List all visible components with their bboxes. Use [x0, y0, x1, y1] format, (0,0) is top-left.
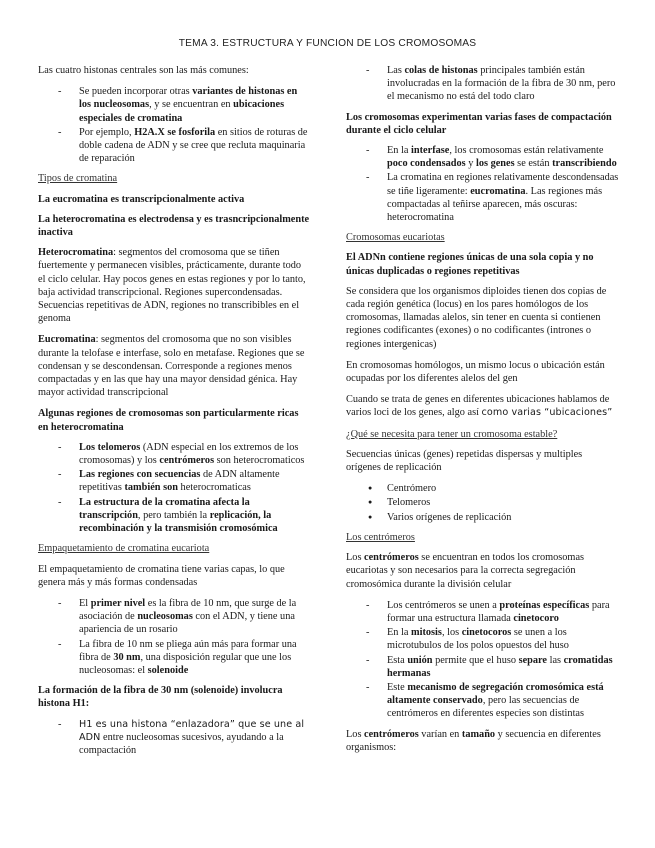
list-regiones [38, 441, 311, 535]
heading-fases: Los cromosomas experimentan varias fases de compactación durante el ciclo celular [346, 111, 612, 136]
heading-adnn: El ADNn contiene regiones únicas de una sola copia y no únicas duplicadas o regiones repetitivas [346, 252, 594, 277]
heading-eucromatina: La eucromatina es transcripcionalmente activa [38, 193, 245, 205]
paragraph-eucromatina: Eucromatina: segmentos del cromosoma que no son visibles durante la telofase e interfase, solo en metafase. Regiones que se condensan y se descondensan. Corresponde a regiones menos compactadas y en las que hay una mayor densidad génica. Hay mayor actividad transcripcional [38, 334, 305, 399]
heading-regiones: Algunas regiones de cromosomas son particularmente ricas en heterocromatina [38, 408, 299, 433]
left-column [38, 64, 311, 764]
list-h1 [38, 718, 311, 758]
paragraph-secuencias: Secuencias únicas (genes) repetidas dispersas y multiples orígenes de replicación [346, 448, 583, 474]
list-item: - El primer nivel es la fibra de 10 nm, que surge de la asociación de nucleosomas con el ADN, y tiene una apariencia de un rosario [38, 597, 311, 637]
paragraph-loci: Cuando se trata de genes en diferentes ubicaciones hablamos de varios loci de los genes, algo así como varias “ubicaciones” [346, 394, 613, 419]
list-item: - Las colas de histonas principales también están involucradas en la formación de la fibra de 30 nm, pero el mecanismo no está del todo claro [346, 64, 619, 104]
paragraph-diploides: Se considera que los organismos diploides tienen dos copias de cada región genética (locus) en los pares homólogos de los cromosomas, llamadas alelos, sin tener en cuenta si contienen regiones codificantes (exones) o no codificantes (intrones o regiones intergenicas) [346, 285, 607, 350]
list-item: - La estructura de la cromatina afecta la transcripción, pero también la replicación, la recombinación y la transmisión cromosómica [38, 496, 311, 536]
list-item: - La cromatina en regiones relativamente descondensadas se tiñe ligeramente: eucromatina. Las regiones más compactadas al teñirse aparecen, más oscuras: heterocromatina [346, 171, 619, 224]
list-empaquetamiento [38, 597, 311, 677]
list-estable [346, 482, 619, 524]
paragraph-centromeros: Los centrómeros se encuentran en todos los cromosomas eucariotas y son necesarios para la correcta segregación cromosómica durante la división celular [346, 552, 585, 590]
list-centromeros [346, 599, 619, 721]
section-heading-cromosomas-eucariotas: Cromosomas eucariotas [346, 232, 445, 244]
handwritten-note: como varias “ubicaciones” [481, 407, 613, 419]
heading-heterocromatina: La heterocromatina es electrodensa y es trasncripcionalmente inactiva [38, 213, 310, 239]
paragraph-heterocromatina: Heterocromatina: segmentos del cromosoma que se tiñen fuertemente y permanecen visibles, prácticamente, durante todo el ciclo celular. Hay pocos genes en estas regiones y por lo tanto, baja actividad transcripcional. Regiones supercondensadas. Secuencias repetitivas de ADN, regiones no transcribibles en el genoma [38, 247, 306, 325]
list-item: - Los centrómeros se unen a proteínas específicas para formar una estructura llamada cinetocoro [346, 599, 619, 625]
list-item: - Esta unión permite que el huso separe las cromatidas hermanas [346, 654, 619, 680]
list-fases [346, 144, 619, 224]
list-colas [346, 64, 619, 104]
paragraph-centromeros-varian: Los centrómeros varían en tamaño y secuencia en diferentes organismos: [346, 728, 601, 753]
handwritten-note: H1 es una histona “enlazadora” que se une al ADN [79, 718, 305, 743]
paragraph-homologos: En cromosomas homólogos, un mismo locus o ubicación están ocupadas por los diferentes alelos del gen [346, 359, 605, 385]
list-item: - H1 es una histona “enlazadora” que se une al ADN entre nucleosomas sucesivos, ayudando a la compactación [38, 718, 311, 758]
paragraph-intro: Las cuatro histonas centrales son las más comunes: [38, 65, 249, 76]
list-item: ● Centrómero [346, 482, 619, 495]
section-heading-cromosoma-estable: ¿Qué se necesita para tener un cromosoma estable? [346, 428, 558, 440]
paragraph-empaquetamiento: El empaquetamiento de cromatina tiene varias capas, lo que genera más y más formas condensadas [38, 563, 285, 588]
list-item: - Se pueden incorporar otras variantes de histonas en los nucleosomas, y se encuentran en ubicaciones especiales de cromatina [38, 85, 311, 125]
page-title: TEMA 3. ESTRUCTURA Y FUNCION DE LOS CROMOSOMAS [178, 38, 477, 49]
section-heading-centromeros: Los centrómeros [346, 531, 415, 543]
list-item: - La fibra de 10 nm se pliega aún más para formar una fibra de 30 nm, una disposición regular que une los nucleosomas: el solenoide [38, 638, 311, 678]
list-item: ● Varios orígenes de replicación [346, 511, 619, 524]
right-column [346, 64, 619, 762]
heading-fibra-30nm: La formación de la fibra de 30 nm (solenoide) involucra histona H1: [38, 685, 283, 710]
list-item: - Por ejemplo, H2A.X se fosforila en sitios de roturas de doble cadena de ADN y se cree que recluta maquinaria de reparación [38, 126, 311, 166]
list-item: - Las regiones con secuencias de ADN altamente repetitivas también son heterocromaticas [38, 468, 311, 494]
section-heading-tipos: Tipos de cromatina [38, 173, 118, 185]
list-item: - En la mitosis, los cinetocoros se unen a los microtubulos de los polos opuestos del huso [346, 626, 619, 652]
list-item: ● Telomeros [346, 496, 619, 509]
list-item: - Los telomeros (ADN especial en los extremos de los cromosomas) y los centrómeros son heterocromaticos [38, 441, 311, 467]
list-item: - En la interfase, los cromosomas están relativamente poco condensados y los genes se están transcribiendo [346, 144, 619, 170]
list-intro [38, 85, 311, 165]
section-heading-empaquetamiento: Empaquetamiento de cromatina eucariota [38, 543, 210, 555]
list-item: - Este mecanismo de segregación cromosómica está altamente conservado, pero las secuencias de centrómeros en diferentes especies son distintas [346, 681, 619, 721]
